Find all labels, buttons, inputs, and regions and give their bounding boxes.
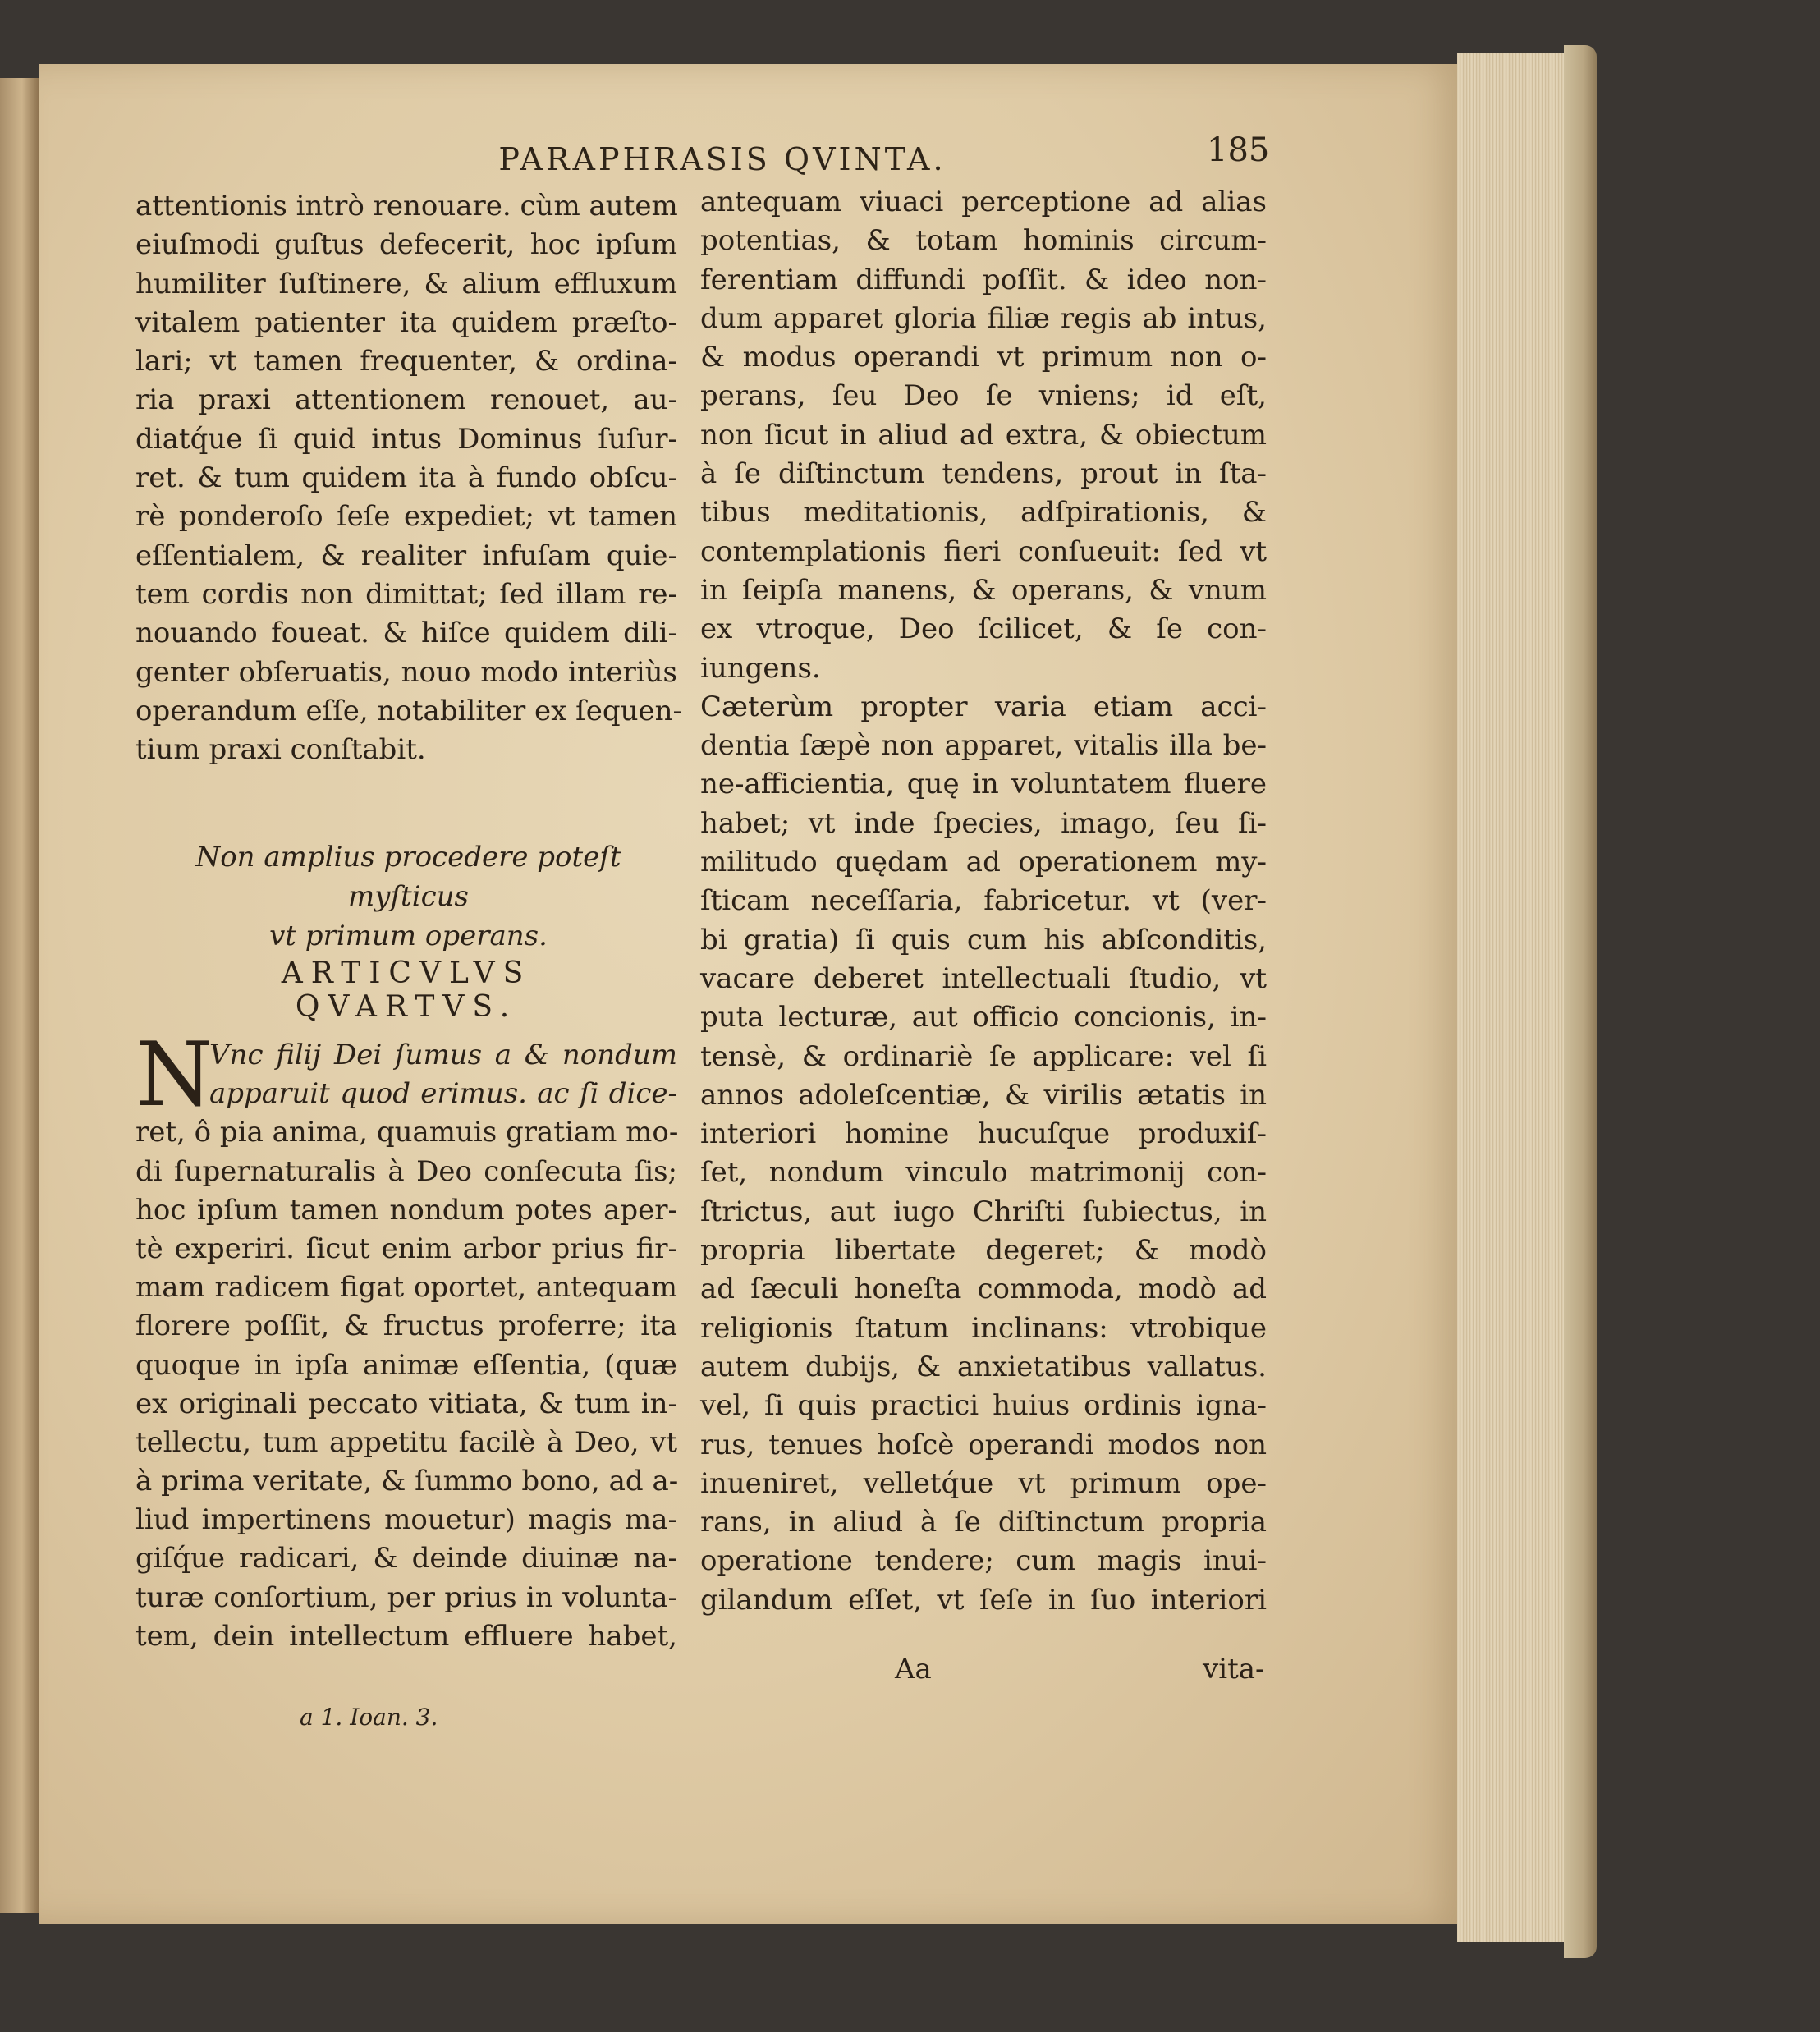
text-line: eiuſmodi guſtus defecerit, hoc ipſum — [135, 228, 677, 262]
text-line: perans, ſeu Deo ſe vniens; id eſt, — [700, 379, 1267, 413]
text-line: tem, dein intellectum effluere habet, — [135, 1619, 677, 1653]
text-line: quoque in ipſa animæ eſſentia, (quæ — [135, 1348, 677, 1382]
text-line: dum apparet gloria filiæ regis ab intus, — [700, 301, 1267, 335]
text-line: ret. & tum quidem ita à fundo obſcu- — [135, 461, 677, 495]
text-line: ex vtroque, Deo ſcilicet, & ſe con- — [700, 612, 1267, 646]
text-line: tibus meditationis, adſpirationis, & — [700, 496, 1267, 530]
text-line: rè ponderoſo ſeſe expediet; vt tamen — [135, 500, 677, 534]
text-line: lari; vt tamen frequenter, & ordina- — [135, 345, 677, 378]
text-line: inueniret, velletq́ue vt primum ope- — [700, 1466, 1267, 1500]
text-line: interiori homine hucuſque produxiſ- — [700, 1117, 1267, 1151]
text-line: di ſupernaturalis à Deo conſecuta ſis; — [135, 1154, 677, 1188]
text-line: ſet, nondum vinculo matrimonij con- — [700, 1156, 1267, 1190]
text-line: potentias, & totam hominis circum- — [700, 224, 1267, 258]
text-line: puta lecturæ, aut officio concionis, in- — [700, 1001, 1267, 1034]
text-line: Cæterùm propter varia etiam acci- — [700, 690, 1267, 723]
text-line: tensè, & ordinariè ſe applicare: vel ſi — [700, 1039, 1267, 1073]
text-line: autem dubijs, & anxietatibus vallatus. — [700, 1350, 1267, 1383]
text-line: tium praxi conſtabit. — [135, 733, 426, 767]
text-line: liud impertinens mouetur) magis ma- — [135, 1503, 677, 1537]
section-heading-line: vt primum operans. — [269, 920, 548, 952]
facing-page-edge — [0, 78, 39, 1913]
text-line: attentionis intrò renouare. cùm autem — [135, 190, 678, 222]
text-line: antequam viuaci perceptione ad alias — [700, 186, 1267, 218]
text-line: & modus operandi vt primum non o- — [700, 341, 1267, 374]
text-line: mam radicem figat oportet, antequam — [135, 1271, 677, 1305]
text-line: ferentiam diffundi poſſit. & ideo non- — [700, 263, 1267, 296]
text-line: humiliter ſuſtinere, & alium effluxum — [135, 267, 677, 300]
marginal-reference: a 1. Ioan. 3. — [300, 1704, 438, 1731]
signature-mark: Aa — [895, 1653, 932, 1686]
text-line: rus, tenues hoſcè operandi modos non — [700, 1428, 1267, 1461]
text-line: apparuit quod erimus. ac ſi dice- — [209, 1077, 677, 1111]
page-number: 185 — [1207, 131, 1270, 169]
text-line: ria praxi attentionem renouet, au- — [135, 383, 677, 417]
text-line: nouando foueat. & hiſce quidem dili- — [135, 617, 677, 650]
running-head: PARAPHRASIS QVINTA. — [498, 141, 947, 177]
text-line: à prima veritate, & ſummo bono, ad a- — [135, 1465, 679, 1498]
text-line: ex originali peccato vitiata, & tum in- — [135, 1387, 677, 1420]
text-line: dentia ſæpè non apparet, vitalis illa be- — [700, 729, 1267, 763]
text-line: ſtrictus, aut iugo Chriſti ſubiectus, in — [700, 1195, 1267, 1228]
cover-board — [1564, 45, 1597, 1958]
text-line: religionis ſtatum inclinans: vtrobique — [700, 1311, 1267, 1345]
right-column — [700, 183, 1267, 1620]
text-line: non ſicut in aliud ad extra, & obiectum — [700, 418, 1267, 452]
text-line: contemplationis fieri conſueuit: ſed vt — [700, 534, 1267, 568]
text-line: operandum eſſe, notabiliter ex ſequen- — [135, 694, 683, 727]
catchword: vita- — [1203, 1653, 1265, 1686]
text-line: vitalem patienter ita quidem præſto- — [135, 305, 677, 339]
text-line: in ſeipſa manens, & operans, & vnum — [700, 573, 1267, 607]
text-line: hoc ipſum tamen nondum potes aper- — [135, 1193, 677, 1227]
text-line: florere poſſit, & fructus proferre; ita — [135, 1310, 677, 1343]
text-line: gilandum eſſet, vt ſeſe in ſuo interiori — [700, 1583, 1267, 1617]
drop-capital: N — [135, 1024, 213, 1126]
text-line: militudo quędam ad operationem my- — [700, 846, 1267, 879]
text-line: annos adoleſcentiæ, & virilis ætatis in — [700, 1078, 1267, 1112]
text-line: operatione tendere; cum magis inui- — [700, 1544, 1267, 1578]
text-line: propria libertate degeret; & modò — [700, 1234, 1267, 1268]
text-line: habet; vt inde ſpecies, imago, ſeu ſi- — [700, 806, 1267, 840]
text-line: genter obſeruatis, nouo modo interiùs — [135, 655, 677, 689]
left-column-top — [135, 187, 683, 769]
text-line: ret, ô pia anima, quamuis gratiam mo- — [135, 1116, 679, 1149]
text-line: diatq́ue ſi quid intus Dominus ſuſur- — [135, 422, 677, 456]
text-line: à ſe diſtinctum tendens, prout in ſta- — [700, 457, 1267, 491]
text-line: tem cordis non dimittat; ſed illam re- — [135, 577, 677, 611]
text-line: ſticam neceſſaria, fabricetur. vt (ver- — [700, 884, 1267, 918]
text-line: turæ conſortium, per prius in volunta- — [135, 1580, 677, 1614]
text-line: ne-afficientia, quę in voluntatem fluere — [700, 768, 1267, 801]
section-heading-line: Non amplius procedere poteſt myſticus — [195, 841, 621, 913]
article-title: ARTICVLVS QVARTVS. — [281, 956, 532, 1024]
page-block-edges — [1457, 53, 1572, 1942]
text-line: vacare deberet intellectuali ſtudio, vt — [700, 961, 1267, 995]
text-line: vel, ſi quis practici huius ordinis igna- — [700, 1389, 1267, 1423]
text-line: bi gratia) ſi quis cum his abſconditis, — [700, 923, 1267, 956]
text-line: iungens. — [700, 651, 821, 685]
text-line: rans, in aliud à ſe diſtinctum propria — [700, 1506, 1267, 1539]
text-line: Vnc filij Dei ſumus a & nondum — [209, 1039, 677, 1071]
text-line: tellectu, tum appetitu facilè à Deo, vt — [135, 1425, 677, 1459]
left-column-paragraph — [135, 1024, 679, 1656]
text-line: ad ſæculi honeſta commoda, modò ad — [700, 1273, 1267, 1306]
section-heading — [135, 837, 681, 956]
text-line: tè experiri. ſicut enim arbor prius fir- — [135, 1232, 677, 1265]
text-line: eſſentialem, & realiter infuſam quie- — [135, 539, 677, 572]
text-line: giſq́ue radicari, & deinde diuinæ na- — [135, 1542, 677, 1576]
